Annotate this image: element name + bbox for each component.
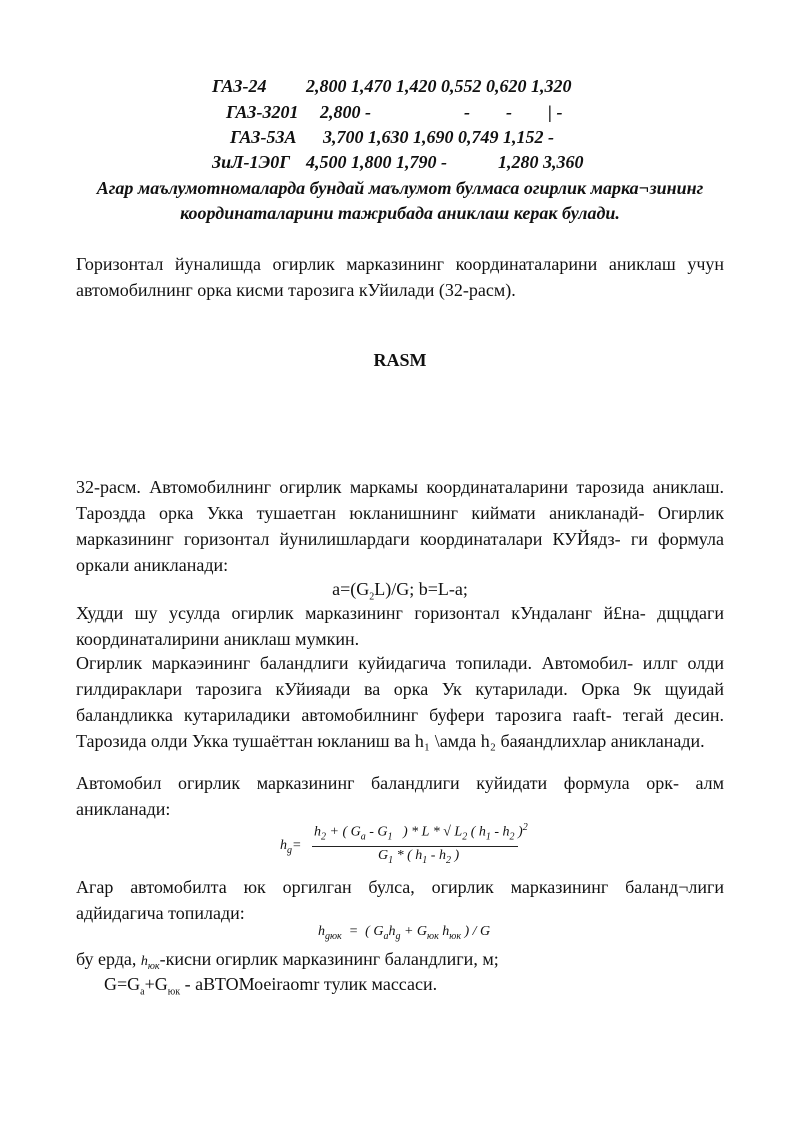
paragraph: $G=G_а+G_{юк}$ - аВТОМоеiraomr тулик массаси.: [104, 974, 438, 998]
paragraph: Горизонтал йуналишда огирлик марказининг координаталарини аниклаш учун автомобилнинг орка кисми тарозига кУйилади (32-расм).: [76, 254, 724, 300]
row-model: ГАЗ-53А: [230, 127, 297, 147]
paragraph: 32-расм. Автомобилнинг огирлик маркамы координаталарини тарозида аниклаш. Тароздда орка Укка тушаетган юкланишнинг киймати аникланадй- Огирлик марказининг горизонтал йунилишлардаги координаталари КУЙядз- ги формула оркали аникланади:: [76, 477, 724, 575]
bold-note-line: Агар маълумотномаларда бундай маълумот булмаса огирлик марка¬зининг: [96, 178, 704, 198]
formula-ab: $a=(G_2L)/G$; b=L-a;: [332, 579, 468, 603]
paragraph-part: G=G: [104, 974, 141, 994]
row-values: 2,800 1,470 1,420 0,552 0,620 1,320: [306, 76, 572, 96]
row-model: ГАЗ-3201: [226, 102, 299, 122]
paragraph-part: бу ерда,: [76, 949, 137, 969]
paragraph-part: - аВТОМоеiraomr тулик массаси.: [180, 974, 438, 994]
paragraph-part: +G: [144, 974, 168, 994]
row-model: ГАЗ-24: [212, 76, 267, 96]
paragraph: Огирлик маркаэининг баландлиги куйидагича топилади. Автомобил- иллг олди гилдираклари тарозига кУйияади ва орка Ук кутарилади. Орка 9к щуидай баландликка кутариладики автомобилнинг буфери тарозига raaft- тегай десин. Тарозида олди Укка тушаёттан юкланиш ва h₁ \амда h₂ баяандлихлар аникланади.: [76, 653, 724, 751]
formula-hgyuk: $h_{gюк}$ = ( $G_ah_g + G_{юк}$ $h_{юк}$ ) / G: [318, 924, 491, 942]
paragraph: бу ерда, $h_{юк}$-кисни огирлик марказининг баландлиги, м;: [76, 949, 499, 972]
row-values: 4,500 1,800 1,790 -: [306, 152, 447, 172]
bold-note-line: координаталарини тажрибада аниклаш керак булади.: [180, 203, 620, 223]
paragraph-part: -кисни огирлик марказининг баландлиги, м;: [159, 949, 499, 969]
row-values: 2,800 -: [320, 102, 371, 122]
formula-hg: $h_g=$ $h_2$ + ( $G_a - G_1$ ) * L * √ $L_2$ ( $h_1 - h_2$ )$^2$ $G_1$ * ( $h_1 - h_2$ ): [280, 822, 528, 866]
row-values-tail: - - | -: [464, 102, 563, 122]
row-model: ЗиЛ-1Э0Г: [212, 152, 291, 172]
row-values-tail: 1,280 3,360: [498, 152, 584, 172]
figure-placeholder: RASM: [373, 350, 427, 370]
paragraph: Автомобил огирлик марказининг баландлиги куйидати формула орк- алм аникланади:: [76, 773, 724, 819]
paragraph: Агар автомобилта юк оргилган булса, огирлик марказининг баланд¬лиги адйидагича топилади:: [76, 877, 724, 923]
row-values: 3,700 1,630 1,690 0,749 1,152 -: [323, 127, 554, 147]
paragraph: Худди шу усулда огирлик марказининг горизонтал кУндаланг й£на- дщцдаги координаталирини аниклаш мумкин.: [76, 603, 724, 649]
